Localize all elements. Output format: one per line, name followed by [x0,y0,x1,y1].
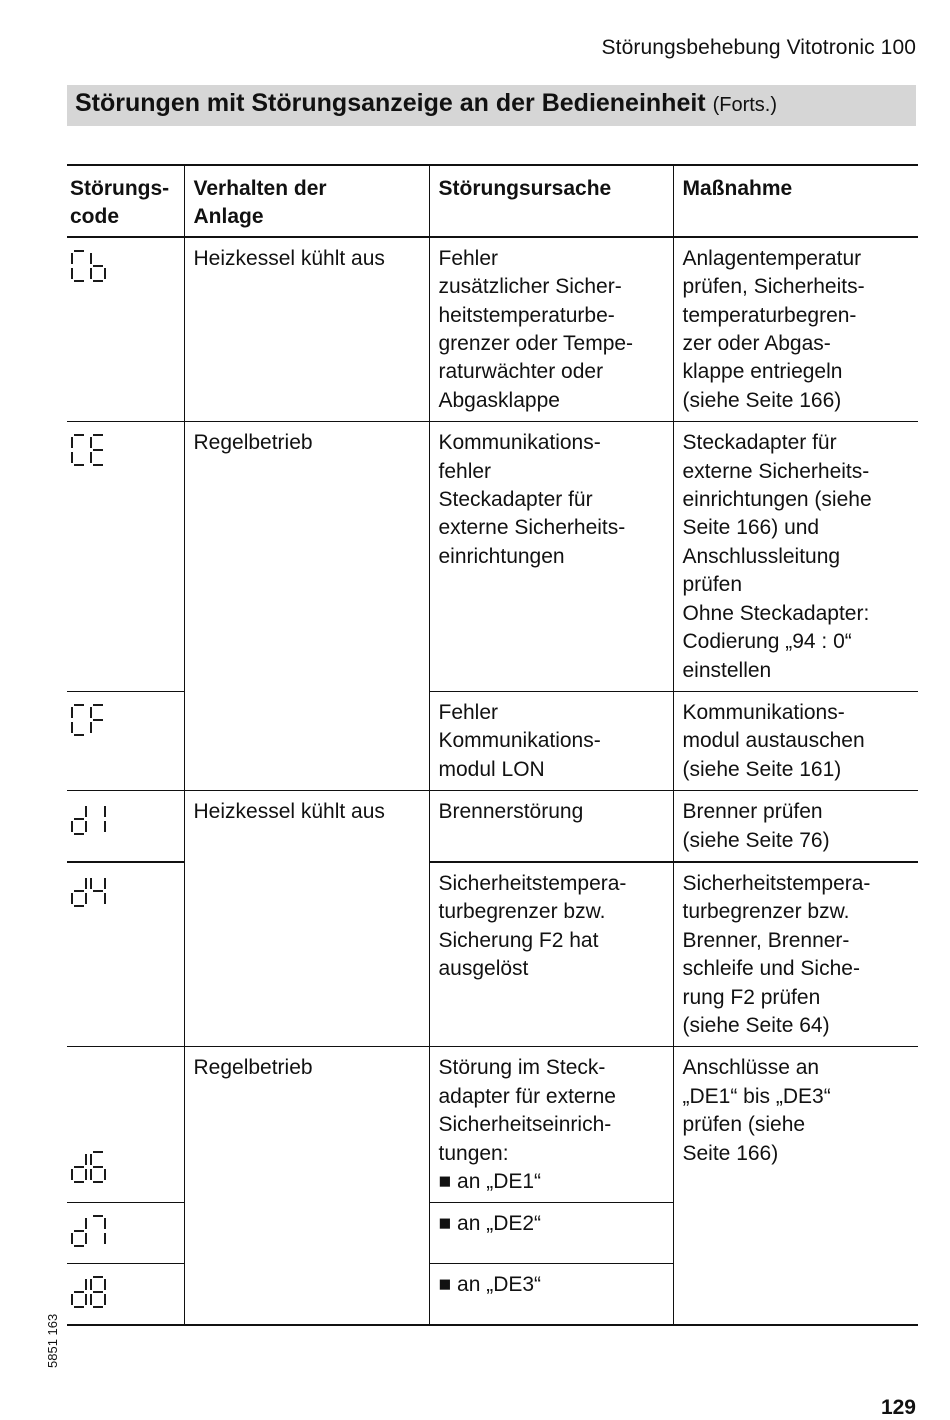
running-head: Störungsbehebung Vitotronic 100 [601,36,916,59]
fault-code-cell [67,422,184,692]
page-number: 129 [880,1396,916,1419]
behavior-cell [184,1047,429,1325]
text-line: (siehe Seite 64) [682,1013,830,1037]
text-line: heitstemperaturbe- [438,303,615,327]
text-line: Sicherung F2 hat [438,928,599,952]
text-line: Fehler [438,700,499,724]
action-cell [673,691,918,790]
table-row [67,422,918,692]
text-line: einrichtungen (siehe [682,488,872,512]
text-line: grenzer oder Tempe- [438,332,634,356]
text-line: Seite 166) und [682,516,820,540]
text-line: ausgelöst [438,957,529,981]
document-number: 5851 163 [45,1313,60,1368]
text-line: (siehe Seite 76) [682,828,830,852]
text-line: „DE1“ bis „DE3“ [682,1084,831,1108]
header-cause [429,165,673,237]
segment-digits [70,874,107,908]
text-line: Heizkessel kühlt aus [193,246,385,270]
action-cell [673,422,918,692]
fault-code-display [70,249,107,283]
text-line: Regelbetrieb [193,431,313,455]
text-line: (siehe Seite 161) [682,757,842,781]
header-line: Störungs- [70,177,170,200]
text-line: schleife und Siche- [682,957,860,981]
text-line: klappe entriegeln [682,360,843,384]
header-line: Maßnahme [682,177,793,200]
text-line: Steckadapter für [682,431,837,455]
text-line: Anlagentemperatur [682,246,862,270]
text-line: prüfen [682,573,743,597]
fault-code-display [70,1150,107,1184]
fault-code-display [70,1275,107,1309]
text-line: Sicherheitstempera- [682,871,871,895]
fault-code-cell [67,237,184,422]
text-line: Regelbetrieb [193,1056,313,1080]
text-line: zer oder Abgas- [682,332,831,356]
text-line: prüfen (siehe [682,1113,806,1137]
text-line: ■ an „DE1“ [438,1170,542,1193]
text-line: Kommunikations- [438,729,601,753]
section-title-suffix: (Forts.) [712,94,778,116]
text-line: Kommunikations- [682,700,845,724]
text-line: Brennerstörung [438,800,584,824]
text-line: Abgasklappe [438,388,560,412]
section-title-text: Störungen mit Störungsanzeige an der Bedieneinheit [75,89,706,117]
text-line: Brenner prüfen [682,800,823,824]
behavior-cell [184,237,429,422]
text-line: Seite 166) [682,1141,779,1165]
fault-code-cell [67,791,184,862]
text-line: (siehe Seite 166) [682,388,842,412]
header-behavior [184,165,429,237]
text-line: externe Sicherheits- [438,516,626,540]
text-line: Steckadapter für [438,488,593,512]
segment-digits [70,1275,107,1309]
fault-code-cell [67,691,184,790]
text-line: einrichtungen [438,544,565,568]
action-cell [673,1047,918,1325]
text-line: raturwächter oder [438,360,604,384]
cause-cell [429,862,673,1047]
text-line: modul LON [438,757,545,781]
text-line: Sicherheitstempera- [438,871,627,895]
segment-digits [70,703,107,737]
table-row [67,237,918,422]
fault-code-display [70,703,107,737]
text-line: einstellen [682,658,772,682]
fault-code-cell [67,1264,184,1325]
text-line: adapter für externe [438,1084,616,1108]
header-line: Störungsursache [438,177,612,200]
segment-digits [70,249,107,283]
text-line: turbegrenzer bzw. [682,900,850,924]
fault-code-cell [67,1203,184,1264]
behavior-cell [184,791,429,1047]
header-line: Verhalten der [193,177,327,200]
action-cell [673,237,918,422]
text-line: zusätzlicher Sicher- [438,275,622,299]
text-line: Anschlussleitung [682,544,841,568]
table-header-row [67,165,918,237]
text-line: modul austauschen [682,729,865,753]
text-line: Codierung „94 : 0“ [682,630,852,654]
header-fault-code [67,165,184,237]
cause-cell [429,237,673,422]
behavior-cell [184,422,429,791]
action-cell [673,791,918,862]
text-line: turbegrenzer bzw. [438,900,606,924]
fault-code-display [70,1214,107,1248]
cause-cell [429,422,673,692]
text-line: ■ an „DE2“ [438,1212,542,1236]
cause-cell [429,691,673,790]
table-row [67,791,918,862]
fault-code-display [70,433,107,467]
segment-digits [70,1214,107,1248]
cause-cell [429,1203,673,1264]
text-line: fehler [438,459,492,483]
text-line: Heizkessel kühlt aus [193,800,385,824]
text-line: Fehler [438,246,499,270]
text-line: ■ an „DE3“ [438,1273,542,1297]
fault-code-display [70,802,107,836]
action-cell [673,862,918,1047]
text-line: prüfen, Sicherheits- [682,275,865,299]
cause-cell [429,791,673,862]
text-line: Sicherheitseinrich- [438,1113,612,1137]
fault-table [67,164,918,1326]
cause-cell [429,1264,673,1325]
text-line: temperaturbegren- [682,303,857,327]
segment-digits [70,1150,107,1184]
text-line: Kommunikations- [438,431,601,455]
text-line: Brenner, Brenner- [682,928,850,952]
segment-digits [70,433,107,467]
text-line: tungen: [438,1141,509,1165]
table-row [67,1047,918,1203]
text-line: externe Sicherheits- [682,459,870,483]
text-line: Anschlüsse an [682,1056,820,1080]
header-action [673,165,918,237]
segment-digits [70,802,107,836]
fault-code-cell [67,1047,184,1203]
text-line: Ohne Steckadapter: [682,601,870,625]
header-line: Anlage [193,205,264,229]
section-title [67,85,916,126]
fault-code-display [70,874,107,908]
fault-code-cell [67,862,184,1047]
header-line: code [70,205,120,229]
cause-cell [429,1047,673,1203]
text-line: rung F2 prüfen [682,985,821,1009]
text-line: Störung im Steck- [438,1056,606,1080]
